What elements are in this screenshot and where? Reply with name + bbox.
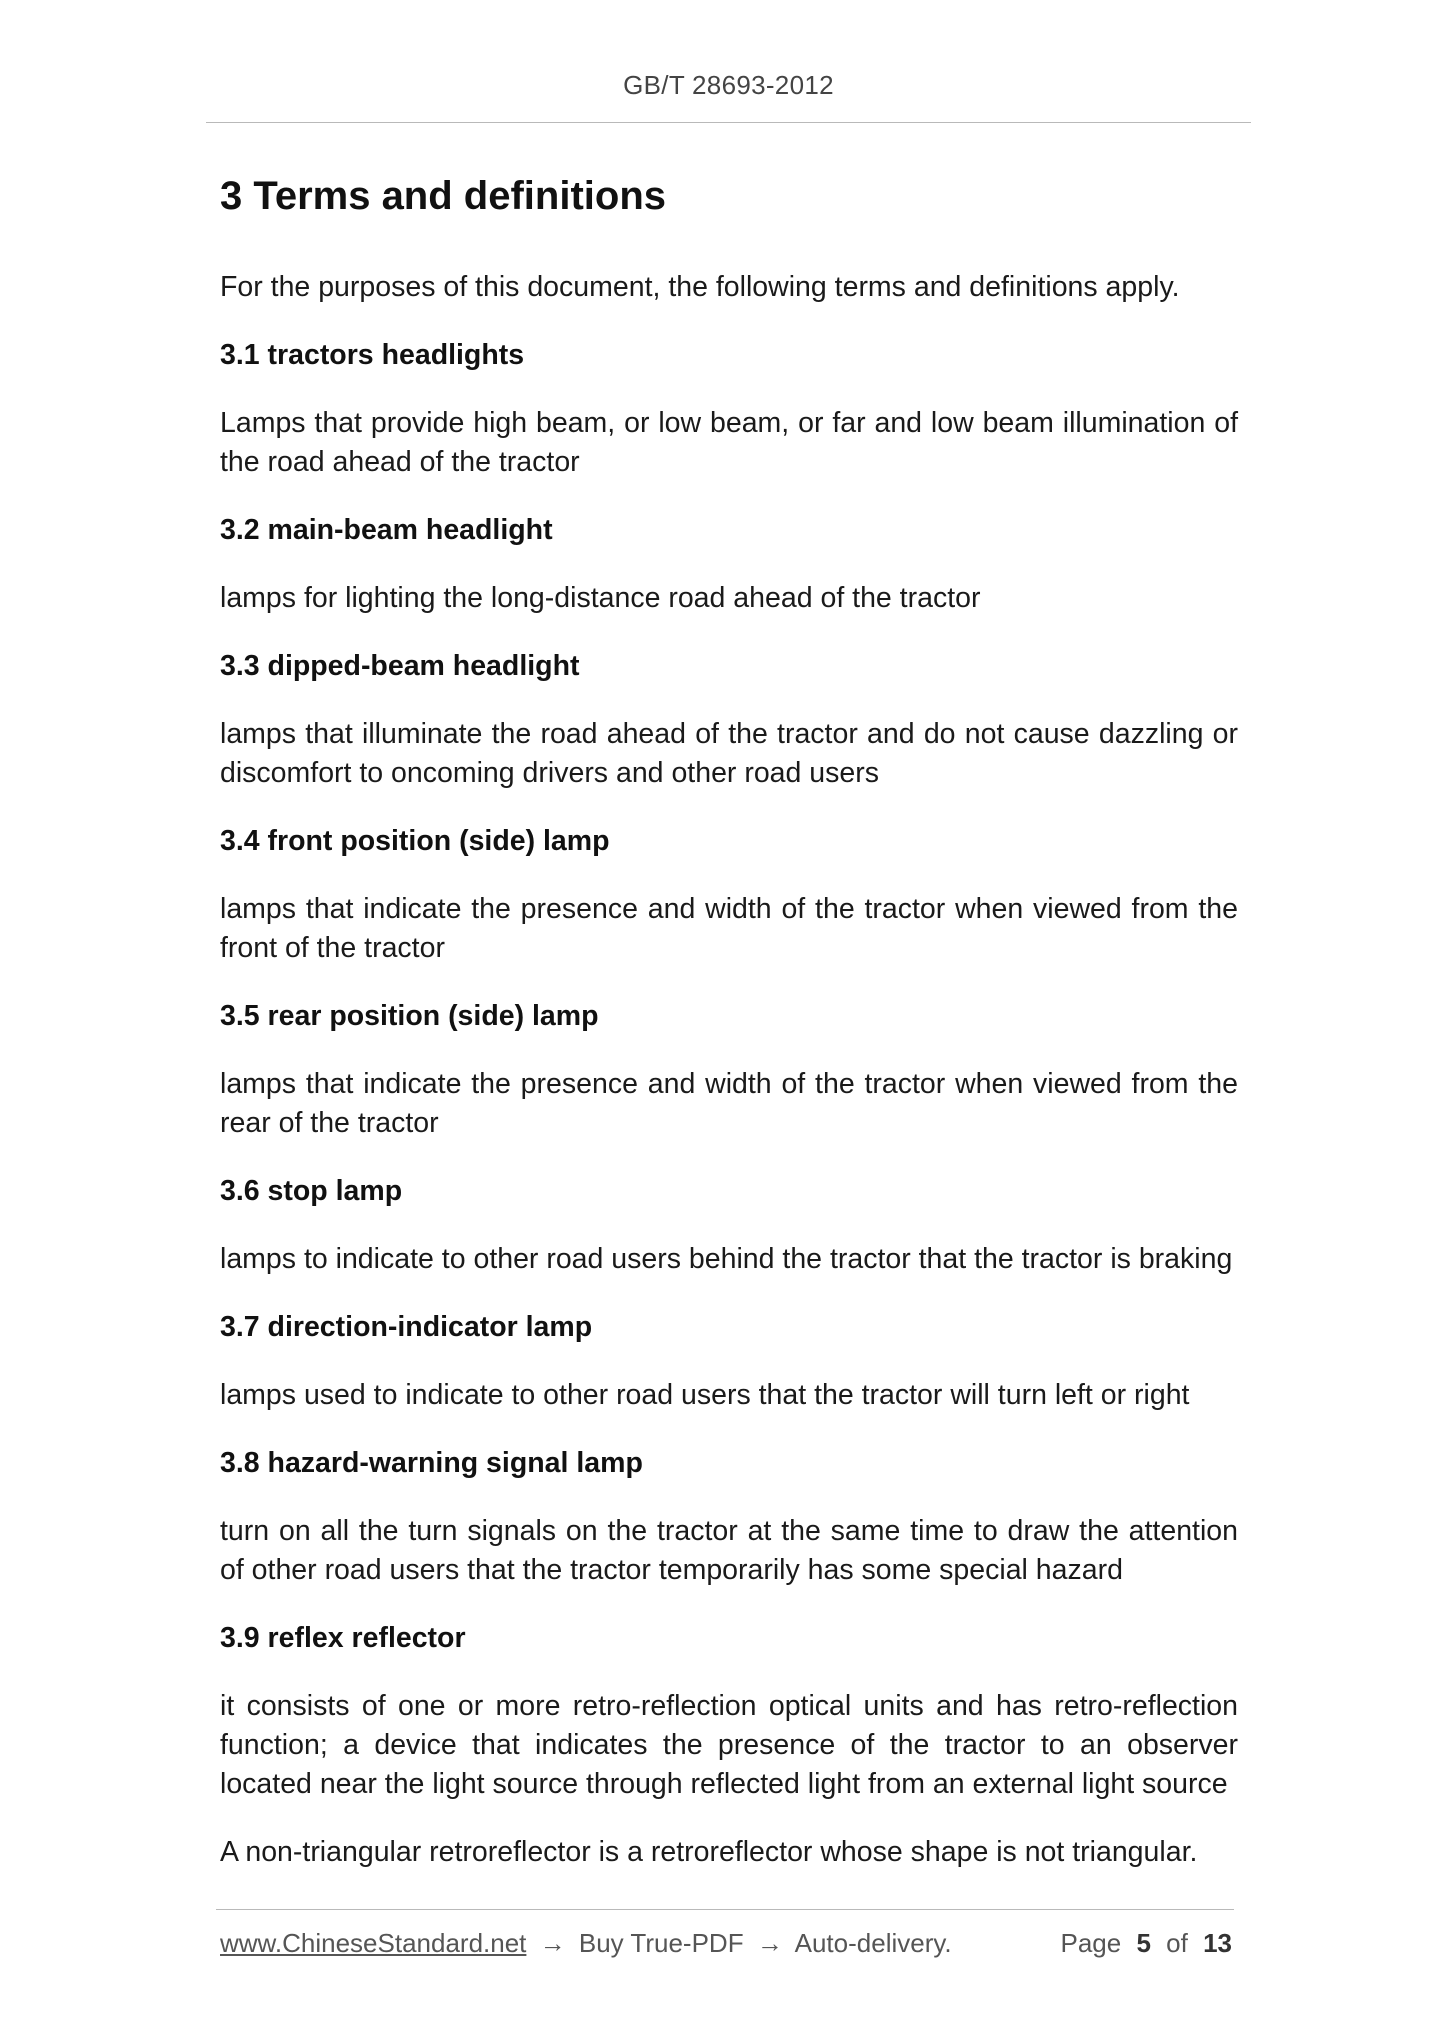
page-label: Page [1060,1928,1122,1958]
term-heading: 3.1 tractors headlights [220,339,525,371]
page-content [220,168,1238,1901]
running-header: GB/T 28693-2012 [623,70,834,100]
footer-divider [216,1909,1234,1910]
website-link[interactable]: www.ChineseStandard.net [220,1928,527,1958]
term-definition: lamps that indicate the presence and width of the tractor when viewed from the rear of the tractor [220,1068,1238,1139]
term-entry-3-3 [220,647,1238,793]
term-heading: 3.3 dipped-beam headlight [220,650,580,682]
arrow-right-icon: → [539,1928,566,1958]
page-indicator [1060,1928,1232,1959]
term-heading: 3.4 front position (side) lamp [220,825,610,857]
term-heading: 3.8 hazard-warning signal lamp [220,1447,643,1479]
term-entry-3-8 [220,1444,1238,1590]
term-entry-3-2 [220,511,1238,618]
term-entry-3-1 [220,336,1238,482]
term-definition: lamps used to indicate to other road users that the tractor will turn left or right [220,1379,1190,1411]
term-heading: 3.7 direction-indicator lamp [220,1311,593,1343]
section-intro: For the purposes of this document, the following terms and definitions apply. [220,271,1180,303]
term-heading: 3.6 stop lamp [220,1175,403,1207]
term-definition: it consists of one or more retro-reflection optical units and has retro-reflection function; a device that indicates the presence of the tractor to an observer located near the light source through reflected light from an external light source [220,1690,1238,1800]
term-heading: 3.2 main-beam headlight [220,514,553,546]
term-entry-3-7 [220,1308,1238,1415]
term-definition: turn on all the turn signals on the tractor at the same time to draw the attention of other road users that the tractor temporarily has some special hazard [220,1515,1238,1586]
page-total: 13 [1203,1928,1232,1958]
term-entry-3-4 [220,822,1238,968]
term-entry-3-5 [220,997,1238,1143]
buy-true-pdf-text: Buy True-PDF [578,1928,744,1958]
term-note: A non-triangular retroreflector is a retroreflector whose shape is not triangular. [220,1836,1198,1868]
term-definition: lamps for lighting the long-distance road ahead of the tractor [220,582,981,614]
auto-delivery-text: Auto-delivery. [794,1928,952,1958]
header-divider [206,122,1251,123]
term-heading: 3.5 rear position (side) lamp [220,1000,599,1032]
page-of-label: of [1166,1928,1188,1958]
term-definition: lamps that indicate the presence and width of the tractor when viewed from the front of the tractor [220,893,1238,964]
term-list [220,336,1238,1872]
term-definition: lamps that illuminate the road ahead of the tractor and do not cause dazzling or discomfort to oncoming drivers and other road users [220,718,1238,789]
section-title: 3 Terms and definitions [220,174,666,218]
term-definition: lamps to indicate to other road users behind the tractor that the tractor is braking [220,1243,1233,1275]
term-heading: 3.9 reflex reflector [220,1622,466,1654]
term-entry-3-9 [220,1619,1238,1872]
arrow-right-icon: → [756,1928,783,1958]
page-current: 5 [1136,1928,1151,1958]
footer-promo [220,1928,952,1959]
term-definition: Lamps that provide high beam, or low beam, or far and low beam illumination of the road ahead of the tractor [220,407,1238,478]
page-footer [220,1928,1232,1959]
term-entry-3-6 [220,1172,1238,1279]
